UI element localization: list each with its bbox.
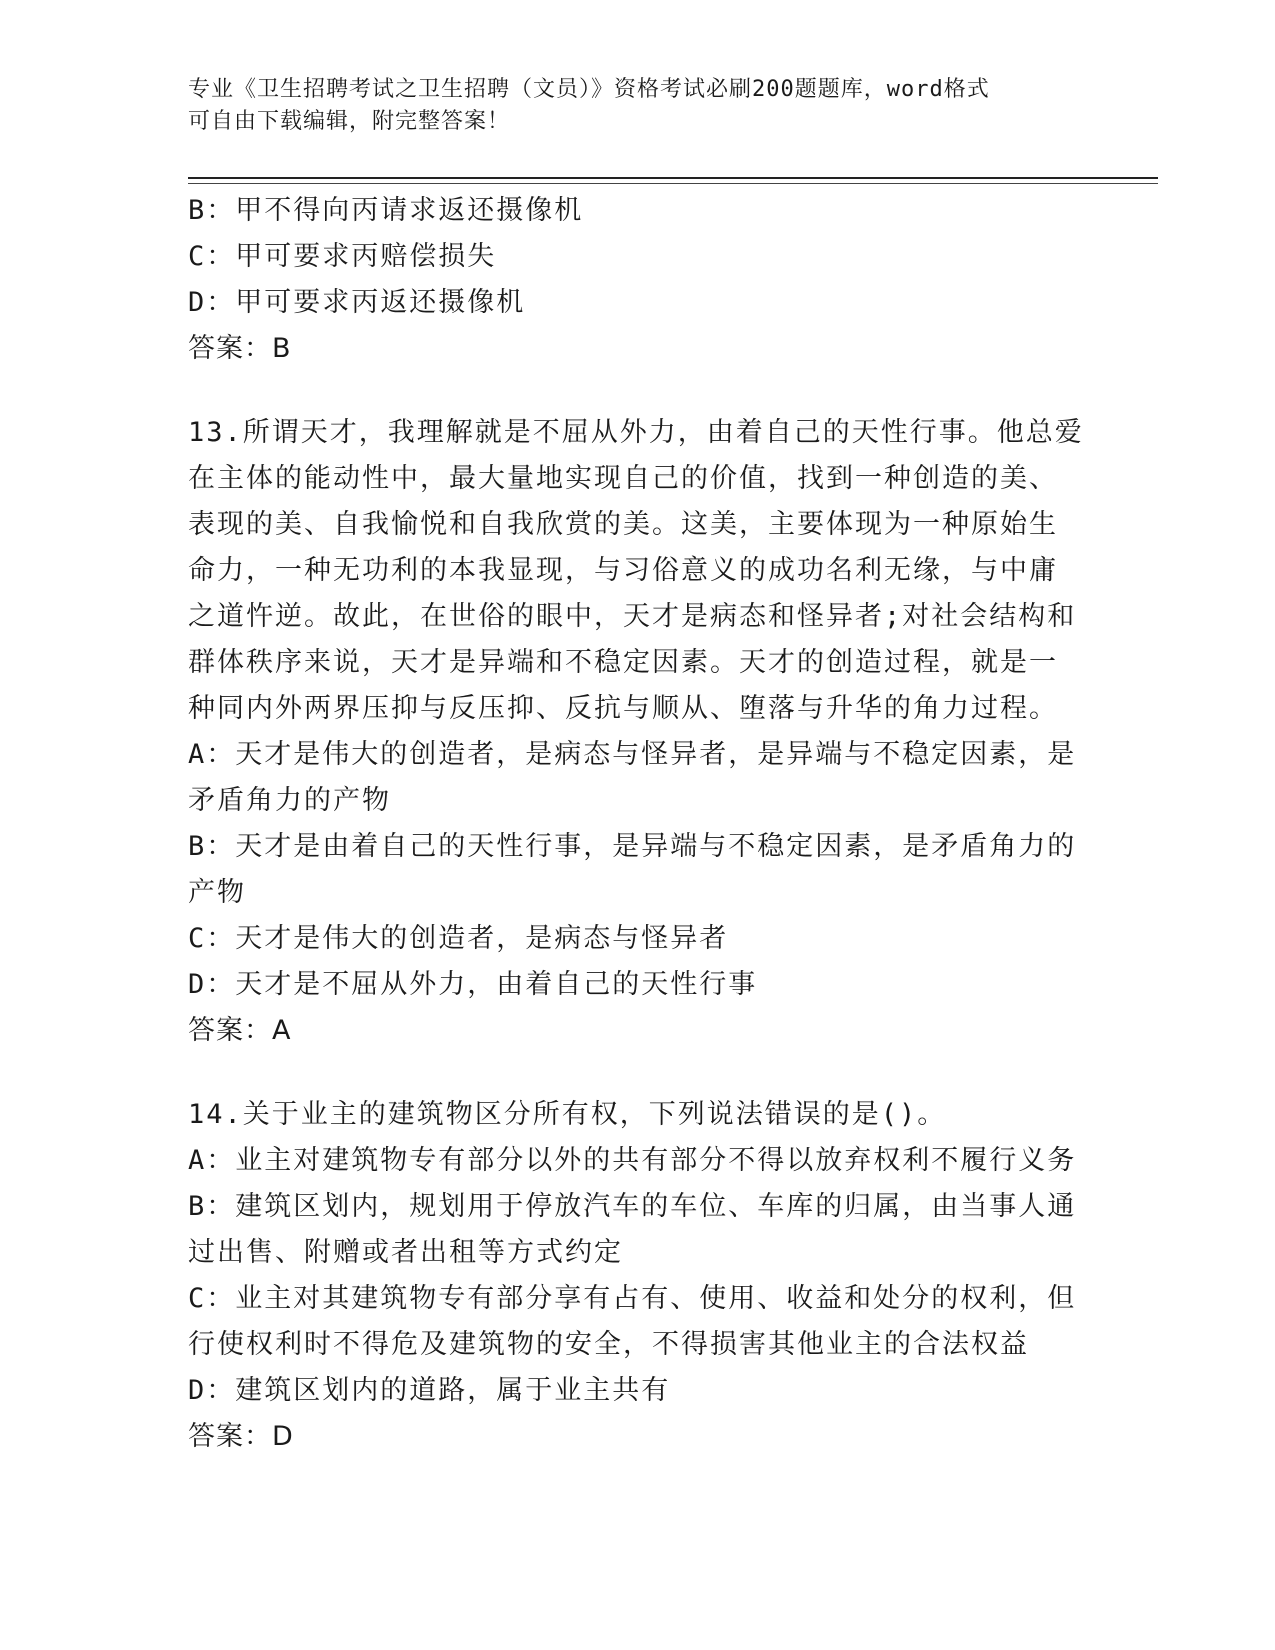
q14-answer: 答案：D [188,1421,294,1452]
q13-stem-line: 在主体的能动性中，最大量地实现自己的价值，找到一种创造的美、 [188,463,1058,494]
q14-option-c: C：业主对其建筑物专有部分享有占有、使用、收益和处分的权利，但 [188,1283,1077,1314]
q13-stem-line: 命力，一种无功利的本我显现，与习俗意义的成功名利无缘，与中庸 [188,555,1058,586]
q14-option-b: B：建筑区划内，规划用于停放汽车的车位、车库的归属，由当事人通 [188,1191,1077,1222]
q13-stem-line: 13.所谓天才，我理解就是不屈从外力，由着自己的天性行事。他总爱 [188,417,1084,448]
q13-option-b-cont: 产物 [188,877,246,908]
q13-option-a-cont: 矛盾角力的产物 [188,785,391,816]
q13-stem-line: 表现的美、自我愉悦和自我欣赏的美。这美，主要体现为一种原始生 [188,509,1058,540]
q13-option-d: D：天才是不屈从外力，由着自己的天性行事 [188,969,758,1000]
q13-stem-line: 之道忤逆。故此，在世俗的眼中，天才是病态和怪异者;对社会结构和 [188,601,1077,632]
q14-stem: 14.关于业主的建筑物区分所有权，下列说法错误的是()。 [188,1099,947,1130]
q13-option-c: C：天才是伟大的创造者，是病态与怪异者 [188,923,729,954]
q12-answer: 答案：B [188,333,292,364]
q13-answer: 答案：A [188,1015,292,1046]
header-rule-thin [188,183,1158,184]
question-13 [188,410,1084,1054]
q14-option-a: A：业主对建筑物专有部分以外的共有部分不得以放弃权利不履行义务 [188,1145,1077,1176]
q12-option-c: C：甲可要求丙赔偿损失 [188,241,497,272]
q13-stem-line: 群体秩序来说，天才是异端和不稳定因素。天才的创造过程，就是一 [188,647,1058,678]
q14-option-b-cont: 过出售、附赠或者出租等方式约定 [188,1237,623,1268]
q14-option-c-cont: 行使权利时不得危及建筑物的安全，不得损害其他业主的合法权益 [188,1329,1029,1360]
q13-option-b: B：天才是由着自己的天性行事，是异端与不稳定因素，是矛盾角力的 [188,831,1077,862]
header-line-1: 专业《卫生招聘考试之卫生招聘（文员）》资格考试必刷200题题库，word格式 [188,77,990,102]
document-body [188,188,1084,1460]
document-header [188,74,1068,138]
question-12-tail [188,188,1068,372]
q13-option-a: A：天才是伟大的创造者，是病态与怪异者，是异端与不稳定因素，是 [188,739,1077,770]
q14-option-d: D：建筑区划内的道路，属于业主共有 [188,1375,671,1406]
question-14 [188,1092,1077,1460]
q13-stem-line: 种同内外两界压抑与反压抑、反抗与顺从、堕落与升华的角力过程。 [188,693,1058,724]
q12-option-b: B：甲不得向丙请求返还摄像机 [188,195,584,226]
q12-option-d: D：甲可要求丙返还摄像机 [188,287,526,318]
header-rule-thick [188,177,1158,179]
header-line-2: 可自由下载编辑，附完整答案！ [188,109,511,134]
